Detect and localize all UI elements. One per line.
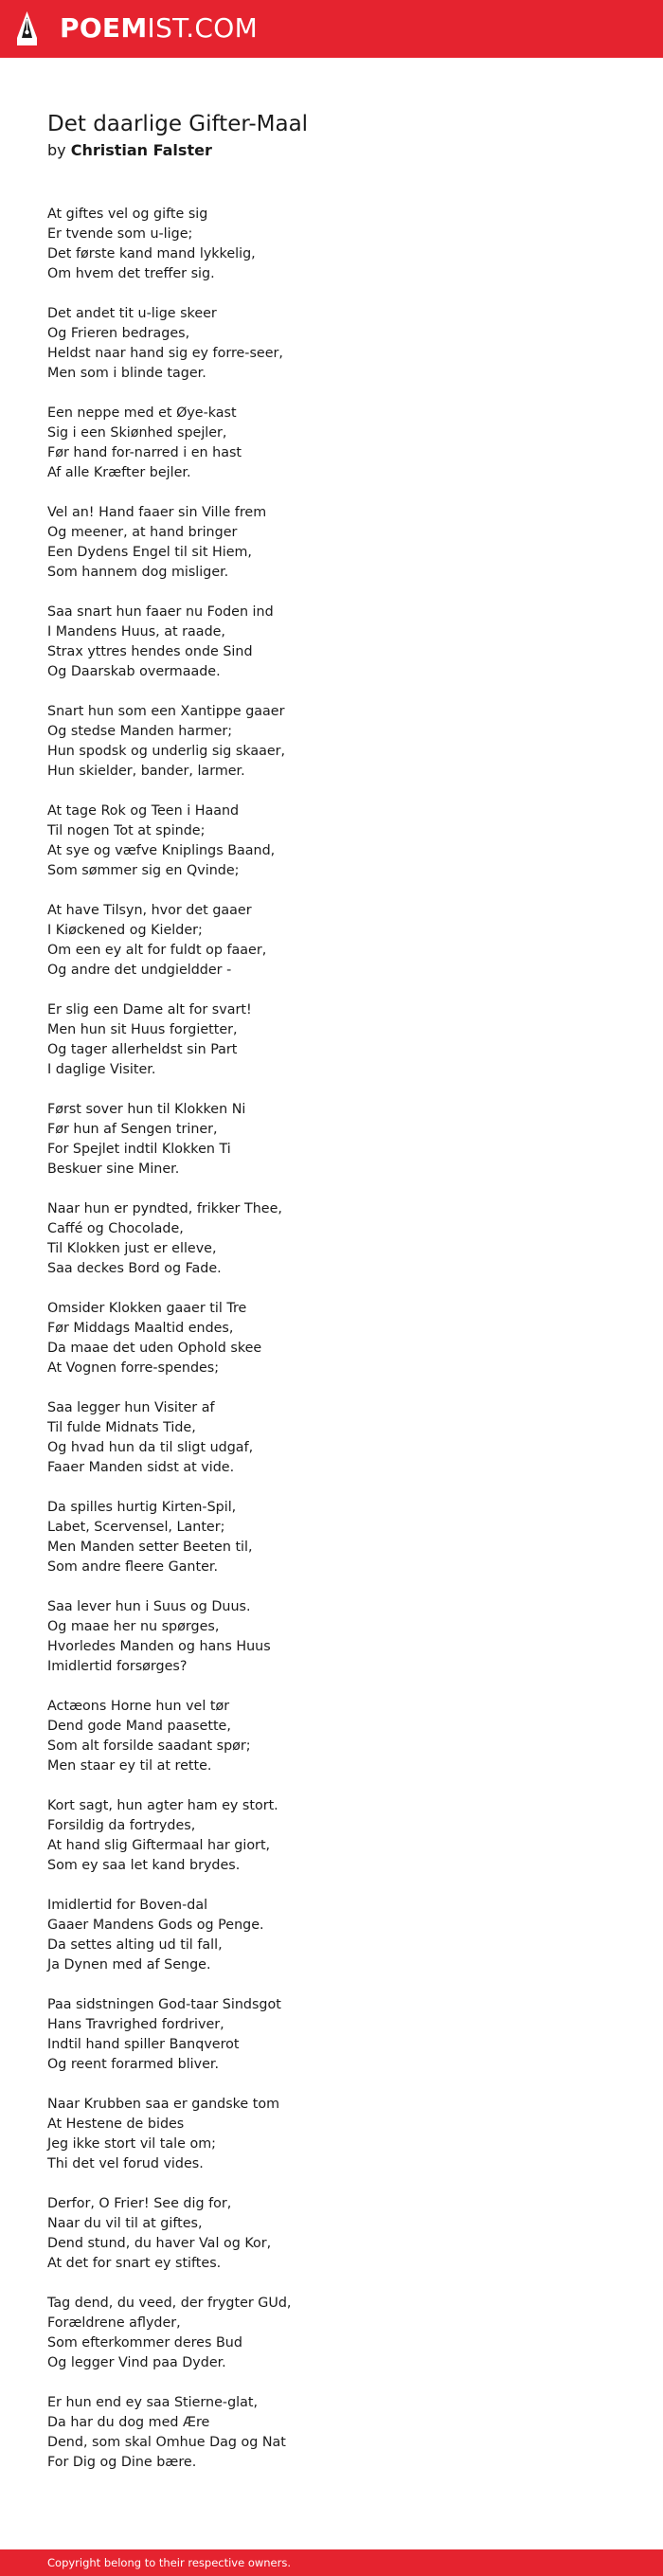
poem-title: Det daarlige Gifter-Maal [47,112,309,136]
poem-line: Hun spodsk og underlig sig skaaer, [47,744,286,759]
poem-line: Beskuer sine Miner. [47,1162,180,1177]
by-label: by [47,141,66,159]
poem-stanza [47,503,291,583]
poem-line: Er slig een Dame alt for svart! [47,1002,252,1018]
poem-line: Som alt forsilde saadant spør; [47,1738,251,1754]
poem-line: Men Manden setter Beeten til, [47,1540,253,1555]
poem-line: Dend gode Mand paasette, [47,1719,231,1734]
poem-line: Og legger Vind paa Dyder. [47,2355,226,2370]
poem-line: Saa snart hun faaer nu Foden ind [47,604,274,620]
poem-line: Og stedse Manden harmer; [47,724,233,739]
poem-stanza [47,205,291,284]
brand-bold: POEM [60,12,148,44]
poem-line: Og meener, at hand bringer [47,525,238,540]
poem-line: Dend stund, du haver Val og Kor, [47,2236,272,2251]
poem-header [47,110,308,161]
poem-line: Og Daarskab overmaade. [47,664,221,679]
poem-stanza [47,802,291,881]
poem-stanza [47,2194,291,2274]
poem-line: Af alle Kræfter bejler. [47,465,191,480]
poem-stanza [47,404,291,483]
poem-line: Og Frieren bedrages, [47,326,190,341]
poem-stanza [47,2294,291,2373]
poem-line: Een Dydens Engel til sit Hiem, [47,545,252,560]
poem-line: Det andet tit u-lige skeer [47,306,217,321]
poem-line: Som ey saa let kand brydes. [47,1858,241,1873]
poem-line: Hun skielder, bander, larmer. [47,764,245,779]
author-name[interactable]: Christian Falster [70,141,212,159]
poem-line: Actæons Horne hun vel tør [47,1699,230,1714]
poem-line: At Hestene de bides [47,2117,185,2132]
poem-line: Om hvem det treffer sig. [47,266,215,281]
poem-line: Gaaer Mandens Gods og Penge. [47,1918,264,1933]
poem-line: Heldst naar hand sig ey forre-seer, [47,346,283,361]
poem-line: Og hvad hun da til sligt udgaf, [47,1440,254,1455]
poem-stanza [47,1100,291,1180]
poem-line: Paa sidstningen God-taar Sindsgot [47,1997,281,2012]
poem-line: Naar hun er pyndted, frikker Thee, [47,1201,282,1216]
poem-line: Sig i een Skiønhed spejler, [47,425,227,441]
site-footer [0,2549,663,2576]
poem-line: Ja Dynen med af Senge. [47,1957,211,1973]
poem-line: Hans Travrighed fordriver, [47,2017,224,2032]
poem-line: Caffé og Chocolade, [47,1221,184,1236]
poem-stanza [47,901,291,981]
copyright-text: Copyright belong to their respective owners. [47,2556,292,2569]
poem-line: Det første kand mand lykkelig, [47,246,256,261]
poem-line: Men staar ey til at rette. [47,1758,212,1774]
poem-line: I Kiøckened og Kielder; [47,923,203,938]
poem-stanza [47,1796,291,1876]
poem-line: At hand slig Giftermaal har giort, [47,1838,271,1853]
poem-line: Jeg ikke stort vil tale om; [47,2136,216,2152]
poem-line: Til fulde Midnats Tide, [47,1420,196,1435]
poem-line: Kort sagt, hun agter ham ey stort. [47,1798,278,1813]
poem-line: Tag dend, du veed, der frygter GUd, [47,2296,292,2311]
poem-line: Da spilles hurtig Kirten-Spil, [47,1500,237,1515]
poem-stanza [47,1597,291,1677]
pen-nib-icon[interactable] [14,9,40,47]
poem-line: Da maae det uden Ophold skee [47,1341,262,1356]
poem-line: I Mandens Huus, at raade, [47,624,225,639]
poem-line: Som sømmer sig en Qvinde; [47,863,240,878]
poem-line: Før Middags Maaltid endes, [47,1321,234,1336]
poem-line: Om een ey alt for fuldt op faaer, [47,943,267,958]
poem-stanza [47,1697,291,1776]
poem-line: Til nogen Tot at spinde; [47,823,206,838]
poem-line: Som hannem dog misliger. [47,565,229,580]
poem-line: Naar Krubben saa er gandske tom [47,2097,280,2112]
poem-line: Saa legger hun Visiter af [47,1400,215,1415]
poem-line: Faaer Manden sidst at vide. [47,1460,235,1475]
poem-line: At Vognen forre-spendes; [47,1360,220,1376]
poem-stanza [47,702,291,782]
poem-line: Hvorledes Manden og hans Huus [47,1639,271,1654]
poem-body [47,205,291,2493]
poem-stanza [47,1995,291,2075]
poem-stanza [47,1896,291,1975]
poem-line: Imidlertid for Boven-dal [47,1898,208,1913]
site-logo-text[interactable] [60,12,258,45]
poem-line: Strax yttres hendes onde Sind [47,644,253,659]
poem-stanza [47,1199,291,1279]
poem-line: Dend, som skal Omhue Dag og Nat [47,2435,286,2450]
poem-line: Saa lever hun i Suus og Duus. [47,1599,251,1614]
poem-line: At tage Rok og Teen i Haand [47,803,240,819]
poem-line: For Dig og Dine bære. [47,2455,197,2470]
poem-stanza [47,2095,291,2174]
poem-line: I daglige Visiter. [47,1062,156,1077]
poem-line: Vel an! Hand faaer sin Ville frem [47,505,267,520]
poem-line: At have Tilsyn, hvor det gaaer [47,903,252,918]
poem-line: Og tager allerheldst sin Part [47,1042,238,1057]
poem-line: Er tvende som u-lige; [47,226,193,242]
brand-light: IST.COM [147,12,259,44]
poem-line: Og maae her nu spørges, [47,1619,220,1634]
poem-stanza [47,1299,291,1378]
poem-line: Snart hun som een Xantippe gaaer [47,704,285,719]
poem-line: Før hand for-narred i en hast [47,445,242,460]
poem-line: Forældrene aflyder, [47,2315,181,2331]
poem-line: Som efterkommer deres Bud [47,2335,242,2351]
poem-line: Naar du vil til at giftes, [47,2216,203,2231]
poem-line: Som andre fleere Ganter. [47,1559,219,1575]
byline [47,140,308,161]
poem-stanza [47,2393,291,2473]
poem-line: Imidlertid forsørges? [47,1659,188,1674]
poem-line: Først sover hun til Klokken Ni [47,1102,246,1117]
poem-stanza [47,1000,291,1080]
poem-line: Før hun af Sengen triner, [47,1122,218,1137]
poem-stanza [47,304,291,384]
poem-line: Til Klokken just er elleve, [47,1241,217,1256]
poem-line: Thi det vel forud vides. [47,2156,204,2171]
poem-line: At giftes vel og gifte sig [47,207,208,222]
poem-line: Labet, Scervensel, Lanter; [47,1520,225,1535]
poem-line: Men som i blinde tager. [47,366,206,381]
poem-line: Er hun end ey saa Stierne-glat, [47,2395,259,2410]
poem-line: Og andre det undgieldder - [47,963,232,978]
poem-line: Forsildig da fortrydes, [47,1818,196,1833]
poem-line: At det for snart ey stiftes. [47,2256,222,2271]
poem-line: Da settes alting ud til fall, [47,1937,223,1953]
poem-stanza [47,1498,291,1577]
poem-line: For Spejlet indtil Klokken Ti [47,1142,231,1157]
poem-line: Een neppe med et Øye-kast [47,405,237,421]
poem-line: Men hun sit Huus forgietter, [47,1022,238,1037]
site-header [0,0,663,58]
poem-stanza [47,1398,291,1478]
poem-stanza [47,603,291,682]
poem-line: Og reent forarmed bliver. [47,2057,220,2072]
poem-line: Derfor, O Frier! See dig for, [47,2196,232,2211]
poem-line: Da har du dog med Ære [47,2415,210,2430]
poem-line: At sye og væfve Kniplings Baand, [47,843,276,858]
poem-line: Indtil hand spiller Banqverot [47,2037,240,2052]
poem-line: Omsider Klokken gaaer til Tre [47,1301,247,1316]
poem-line: Saa deckes Bord og Fade. [47,1261,222,1276]
